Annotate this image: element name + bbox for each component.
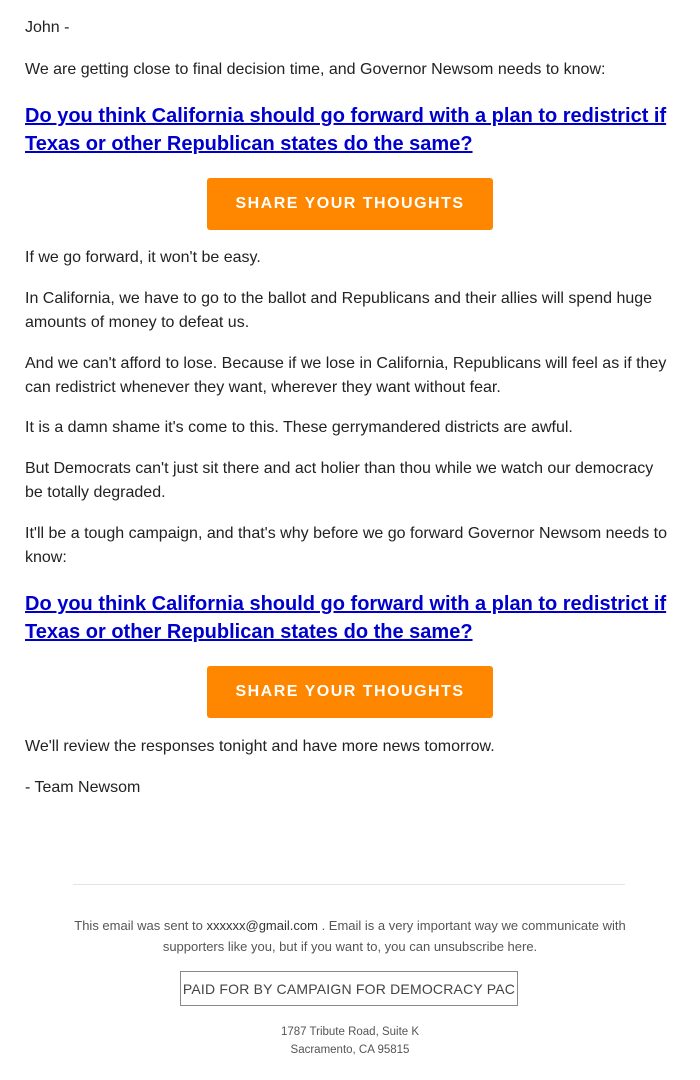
paid-for-disclaimer: PAID FOR BY CAMPAIGN FOR DEMOCRACY PAC: [180, 971, 518, 1006]
body-paragraph-5: But Democrats can't just sit there and act holier than thou while we watch our democracy be totally degraded.: [25, 460, 654, 501]
intro-paragraph: We are getting close to final decision time, and Governor Newsom needs to know:: [25, 61, 606, 78]
sent-to-suffix: . Email is a very important way we communicate with supporters like you, but if you want to, you can: [162, 918, 626, 954]
question-link-bottom[interactable]: Do you think California should go forward with a plan to redistrict if Texas or other Republican states do the same?: [25, 593, 667, 643]
body-paragraph-3: And we can't afford to lose. Because if we lose in California, Republicans will feel as if they can redistrict whenever they want, wherever they want without fear.: [25, 355, 667, 396]
body-paragraph-1: If we go forward, it won't be easy.: [25, 249, 261, 266]
closing-paragraph: We'll review the responses tonight and have more news tomorrow.: [25, 738, 495, 755]
address-line-1: 1787 Tribute Road, Suite K: [280, 1026, 420, 1038]
footer-divider: [73, 884, 625, 885]
mailing-address: [200, 1023, 500, 1059]
share-thoughts-button-top[interactable]: SHARE YOUR THOUGHTS: [207, 178, 493, 230]
footer-notice: [60, 915, 640, 957]
sent-to-prefix: This email was sent to: [74, 918, 203, 933]
body-paragraph-4: It is a damn shame it's come to this. These gerrymandered districts are awful.: [25, 419, 573, 436]
unsubscribe-link[interactable]: unsubscribe here.: [433, 939, 538, 954]
body-paragraph-6: It'll be a tough campaign, and that's why before we go forward Governor Newsom needs to know:: [25, 525, 668, 566]
share-thoughts-button-bottom[interactable]: SHARE YOUR THOUGHTS: [207, 666, 493, 718]
question-link-top[interactable]: Do you think California should go forward with a plan to redistrict if Texas or other Republican states do the same?: [25, 105, 667, 155]
address-line-2: Sacramento, CA 95815: [290, 1044, 410, 1056]
body-paragraph-2: In California, we have to go to the ballot and Republicans and their allies will spend huge amounts of money to defeat us.: [25, 290, 653, 331]
recipient-email: xxxxxx@gmail.com: [206, 918, 318, 933]
signature: - Team Newsom: [25, 779, 141, 796]
greeting: John -: [25, 19, 70, 36]
